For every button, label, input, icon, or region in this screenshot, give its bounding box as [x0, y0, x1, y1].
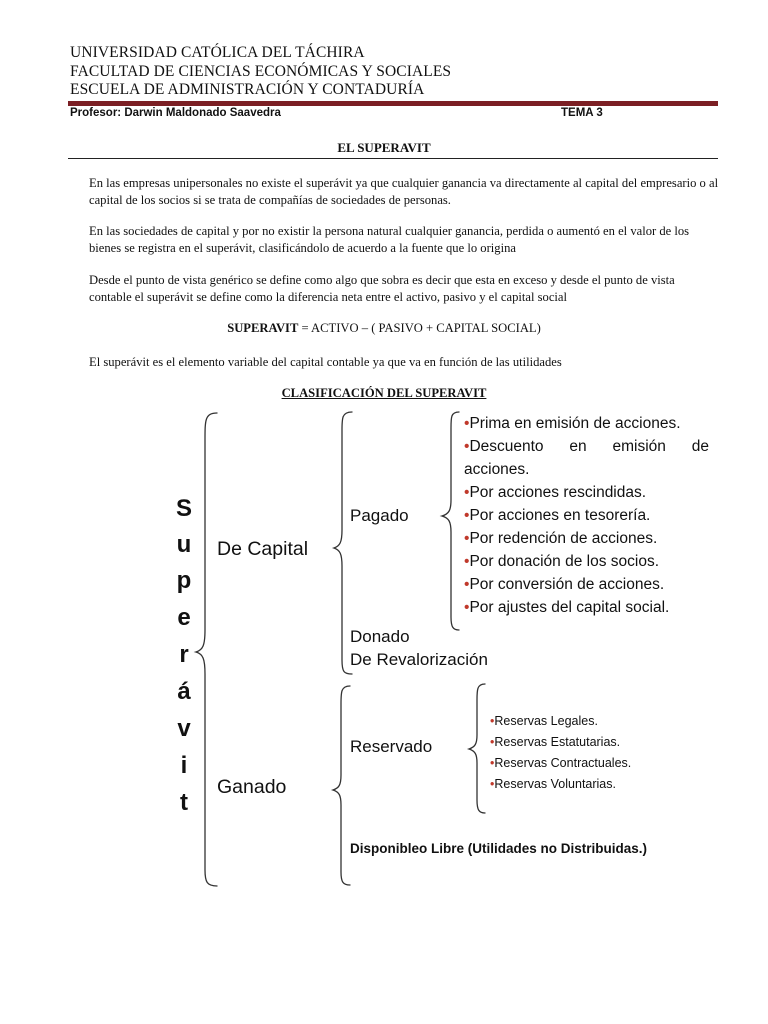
list-item: •Descuento en emisión de [464, 438, 709, 455]
root-letter: p [176, 567, 192, 594]
formula-term: SUPERAVIT [227, 321, 299, 335]
paragraph-2: En las sociedades de capital y por no existir la persona natural cualquier ganancia, perdida o aumentó en el valor de los bienes se registra en el superávit, clasificándolo de acuerdo a la fuente que lo origina [89, 224, 690, 255]
faculty-name: FACULTAD DE CIENCIAS ECONÓMICAS Y SOCIALES [70, 63, 452, 80]
pagado-brace [442, 412, 459, 630]
disponible-label: Disponibleo Libre (Utilidades no Distribuidas.) [350, 841, 648, 856]
list-item: •Reservas Legales. [490, 714, 598, 728]
revalorizacion-label: De Revalorización [350, 650, 488, 669]
list-item: •Por ajustes del capital social. [464, 599, 670, 616]
pagado-label: Pagado [350, 506, 409, 525]
list-item: •Por acciones en tesorería. [464, 507, 651, 524]
reservado-items [490, 711, 631, 795]
ganado-brace [333, 686, 350, 885]
root-letter: S [175, 495, 192, 522]
formula-expression: = ACTIVO – ( PASIVO + CAPITAL SOCIAL) [298, 321, 541, 335]
pagado-items [464, 412, 709, 619]
paragraph-3: Desde el punto de vista genérico se define como algo que sobra es decir que esta en exceso y desde el punto de vista contable el superávit se define como la diferencia neta entre el activo, pasivo y el capital social [89, 273, 675, 304]
university-name: UNIVERSIDAD CATÓLICA DEL TÁCHIRA [70, 44, 365, 61]
paragraph-1: En las empresas unipersonales no existe el superávit ya que cualquier ganancia va directamente al capital del empresario o al capital de los socios si se trata de compañías de sociedades de personas. [89, 176, 719, 207]
list-item: •Reservas Estatutarias. [490, 735, 621, 749]
list-item: •Reservas Contractuales. [490, 756, 632, 770]
list-item: •Prima en emisión de acciones. [464, 415, 681, 432]
list-item: •Por donación de los socios. [464, 553, 659, 570]
ganado-label: Ganado [217, 776, 287, 798]
root-letter: i [180, 752, 188, 779]
classification-title: CLASIFICACIÓN DEL SUPERAVIT [281, 386, 487, 400]
school-name: ESCUELA DE ADMINISTRACIÓN Y CONTADURÍA [70, 81, 425, 98]
root-letter: r [179, 641, 189, 668]
professor-label: Profesor: Darwin Maldonado Saavedra [70, 107, 281, 119]
root-letter: v [177, 715, 191, 742]
topic-label: TEMA 3 [561, 107, 603, 119]
root-letter: t [180, 789, 188, 816]
root-letter: á [177, 678, 191, 705]
capital-label: De Capital [217, 538, 309, 560]
reservado-brace [469, 684, 485, 813]
main-brace [196, 413, 217, 886]
list-item-continuation: acciones. [464, 461, 530, 478]
list-item: •Por acciones rescindidas. [464, 484, 647, 501]
closing-paragraph: El superávit es el elemento variable del capital contable ya que va en función de las utilidades [89, 355, 562, 369]
reservado-label: Reservado [350, 737, 433, 756]
root-letter: e [177, 604, 191, 631]
list-item: •Por redención de acciones. [464, 530, 658, 547]
root-letter: u [176, 531, 192, 558]
list-item: •Reservas Voluntarias. [490, 777, 616, 791]
list-item: •Por conversión de acciones. [464, 576, 665, 593]
page-title: EL SUPERAVIT [337, 140, 431, 155]
donado-label: Donado [350, 627, 410, 646]
